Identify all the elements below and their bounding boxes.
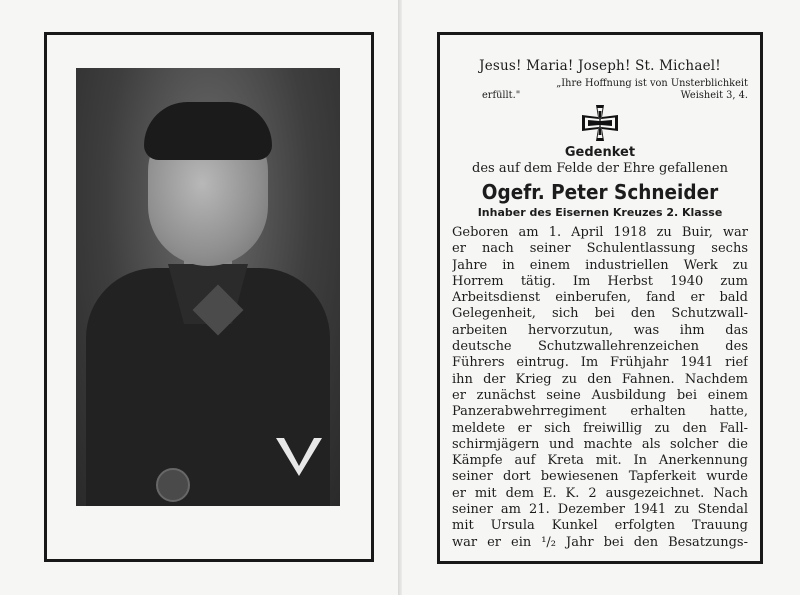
fallen-line: des auf dem Felde der Ehre gefallenen bbox=[472, 161, 728, 176]
bio-line: schirmjägern und machte als solcher die bbox=[452, 436, 748, 452]
quote-line-1: „Ihre Hoffnung ist von Unsterblichkeit bbox=[556, 78, 748, 89]
medal-badge bbox=[156, 468, 190, 502]
bio-line: mit Ursula Kunkel erfolgten Trauung bbox=[452, 518, 748, 534]
quote-reference: Weisheit 3, 4. bbox=[680, 89, 748, 101]
bio-line: er nach seiner Schulentlassung sechs bbox=[452, 241, 748, 257]
iron-cross-icon bbox=[582, 105, 618, 141]
bio-line: Arbeitsdienst einberufen, fand er bald bbox=[452, 290, 748, 306]
rank-chevron-icon bbox=[276, 436, 322, 476]
quote-line-2: erfüllt." bbox=[482, 89, 521, 101]
bio-line: war er ein ¹/₂ Jahr bei den Besatzungs- bbox=[452, 534, 748, 550]
soldier-portrait bbox=[76, 68, 340, 506]
bio-line: seiner am 21. Dezember 1941 zu Stendal bbox=[452, 502, 748, 518]
bio-line: seiner dort bewiesenen Tapferkeit wurde bbox=[452, 469, 748, 485]
bio-line: Führers eintrug. Im Frühjahr 1941 rief bbox=[452, 355, 748, 371]
honor-line: Inhaber des Eisernen Kreuzes 2. Klasse bbox=[477, 206, 723, 219]
memorial-text bbox=[452, 58, 748, 551]
bio-line: ihn der Krieg zu den Fahnen. Nachdem bbox=[452, 371, 748, 387]
bio-line: Gelegenheit, sich bei den Schutzwall- bbox=[452, 306, 748, 322]
biography bbox=[452, 225, 748, 551]
bio-line: er mit dem E. K. 2 ausgezeichnet. Nach bbox=[452, 485, 748, 501]
bio-line: deutsche Schutzwallehrenzeichen des bbox=[452, 339, 748, 355]
bio-line: meldete er sich freiwillig zu den Fall- bbox=[452, 420, 748, 436]
hair bbox=[144, 102, 272, 160]
soldier-name: Ogefr. Peter Schneider bbox=[481, 180, 719, 204]
saints-invocation: Jesus! Maria! Joseph! St. Michael! bbox=[479, 58, 721, 74]
bio-line: Panzerabwehrregiment erhalten hatte, bbox=[452, 404, 748, 420]
bio-line: Kämpfe auf Kreta mit. In Anerkennung bbox=[452, 453, 748, 469]
bio-line: Horrem tätig. Im Herbst 1940 zum bbox=[452, 273, 748, 289]
scripture-quote bbox=[452, 78, 748, 101]
gedenket-heading: Gedenket bbox=[564, 145, 636, 160]
bio-line: Geboren am 1. April 1918 zu Buir, war bbox=[452, 225, 748, 240]
bio-line: arbeiten hervorzutun, was ihm das bbox=[452, 322, 748, 338]
bio-line: er zunächst seine Ausbildung bei einem bbox=[452, 387, 748, 403]
bio-line: Jahre in einem industriellen Werk zu bbox=[452, 257, 748, 273]
